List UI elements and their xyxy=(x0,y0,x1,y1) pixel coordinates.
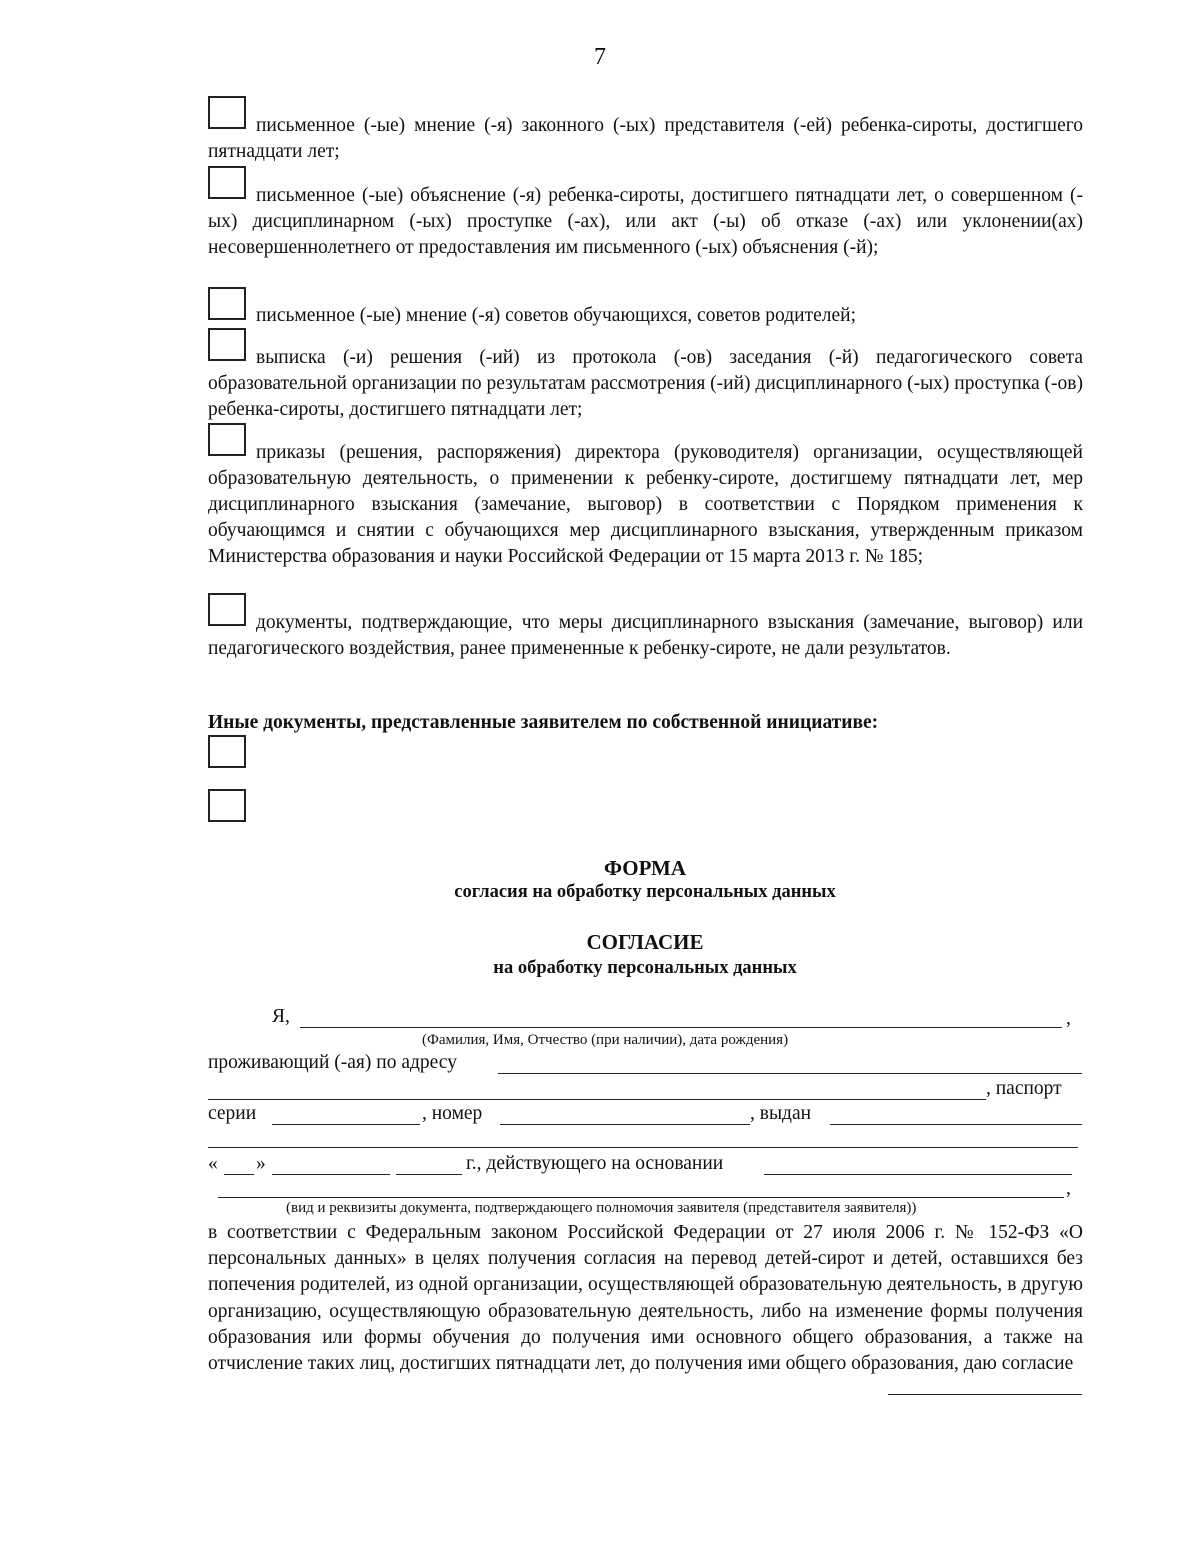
checklist-item xyxy=(208,440,1083,570)
comma: , xyxy=(1066,1008,1071,1029)
date-year-field[interactable] xyxy=(396,1174,462,1175)
basis-caption: (вид и реквизиты документа, подтверждающего полномочия заявителя (представителя заявителя)) xyxy=(286,1200,917,1216)
checklist-item xyxy=(208,345,1083,423)
year-label: г., действующего на основании xyxy=(466,1153,724,1174)
comma-2: , xyxy=(1066,1178,1071,1199)
consent-paragraph xyxy=(208,1220,1083,1377)
date-month-field[interactable] xyxy=(272,1174,390,1175)
checkbox-other-doc-1[interactable] xyxy=(208,735,246,768)
other-docs-heading: Иные документы, представленные заявителем по собственной инициативе: xyxy=(208,712,879,733)
name-caption: (Фамилия, Имя, Отчество (при наличии), дата рождения) xyxy=(422,1032,789,1048)
checkbox-other-doc-2[interactable] xyxy=(208,789,246,822)
consent-subject-field[interactable] xyxy=(888,1394,1082,1395)
passport-label: , паспорт xyxy=(986,1078,1062,1099)
checklist-item xyxy=(208,183,1083,261)
issued-label: , выдан xyxy=(750,1103,812,1124)
number-label: , номер xyxy=(422,1103,483,1124)
checklist-item-text: письменное (-ые) объяснение (-я) ребенка-сироты, достигшего пятнадцати лет, о совершенном (-ых) дисциплинарном (-ых) проступке (-ах), или акт (-ы) об отказе (-ах) или уклонении(ах) несовершеннолетнего от предоставления им письменного (-ых) объяснения (-й); xyxy=(208,185,1083,258)
basis-document-field-continued[interactable] xyxy=(218,1197,1064,1198)
passport-issued-field-continued[interactable] xyxy=(208,1147,1078,1148)
page-number: 7 xyxy=(594,44,606,70)
date-open-quote: « xyxy=(208,1153,218,1174)
checklist-item-text: документы, подтверждающие, что меры дисциплинарного взыскания (замечание, выговор) или педагогического воздействия, ранее примененные к ребенку-сироте, не дали результатов. xyxy=(208,612,1083,659)
address-field-continued[interactable] xyxy=(208,1099,986,1100)
date-day-field[interactable] xyxy=(224,1174,254,1175)
passport-series-field[interactable] xyxy=(272,1124,420,1125)
consent-subtitle: на обработку персональных данных xyxy=(493,958,797,978)
checklist-item-text: выписка (-и) решения (-ий) из протокола (-ов) заседания (-й) педагогического совета образовательной организации по результатам рассмотрения (-ий) дисциплинарного (-ых) проступка (-ов) ребенка-сироты, достигшего пятнадцати лет; xyxy=(208,347,1083,420)
consent-title: СОГЛАСИЕ xyxy=(586,930,704,954)
i-label: Я, xyxy=(272,1006,290,1027)
passport-number-field[interactable] xyxy=(500,1124,750,1125)
checklist-item-text: приказы (решения, распоряжения) директора (руководителя) организации, осуществляющей образовательную деятельность, о применении к ребенку-сироте, достигшему пятнадцати лет, мер дисциплинарного взыскания (замечание, выговор) в соответствии с Порядком применения к обучающимся и снятии с обучающихся мер дисциплинарного взыскания, утвержденным приказом Министерства образования и науки Российской Федерации от 15 марта 2013 г. № 185; xyxy=(208,442,1083,567)
date-close-quote: » xyxy=(256,1153,266,1174)
checklist-item-text: письменное (-ые) мнение (-я) советов обучающихся, советов родителей; xyxy=(256,305,857,326)
checklist-item-text: письменное (-ые) мнение (-я) законного (-ых) представителя (-ей) ребенка-сироты, достигшего пятнадцати лет; xyxy=(208,115,1083,162)
consent-text: в соответствии с Федеральным законом Российской Федерации от 27 июля 2006 г. № 152-ФЗ «О персональных данных» в целях получения согласия на перевод детей-сирот и детей, оставшихся без попечения родителей, из одной организации, осуществляющей образовательную деятельность, в другую организацию, осуществляющую образовательную деятельность, либо на изменение формы получения образования или формы обучения до получения ими основного общего образования, а также на отчисление таких лиц, достигших пятнадцати лет, до получения ими общего образования, даю согласие xyxy=(208,1222,1083,1375)
full-name-field[interactable] xyxy=(300,1027,1062,1028)
basis-document-field[interactable] xyxy=(764,1174,1072,1175)
address-field[interactable] xyxy=(498,1073,1082,1074)
checklist-item xyxy=(208,113,1083,165)
checklist-item xyxy=(208,303,1083,329)
address-label: проживающий (-ая) по адресу xyxy=(208,1052,457,1073)
form-title: ФОРМА xyxy=(603,856,687,880)
series-label: серии xyxy=(208,1103,257,1124)
passport-issued-field[interactable] xyxy=(830,1124,1082,1125)
checklist-item xyxy=(208,610,1083,662)
form-subtitle: согласия на обработку персональных данных xyxy=(454,882,836,902)
